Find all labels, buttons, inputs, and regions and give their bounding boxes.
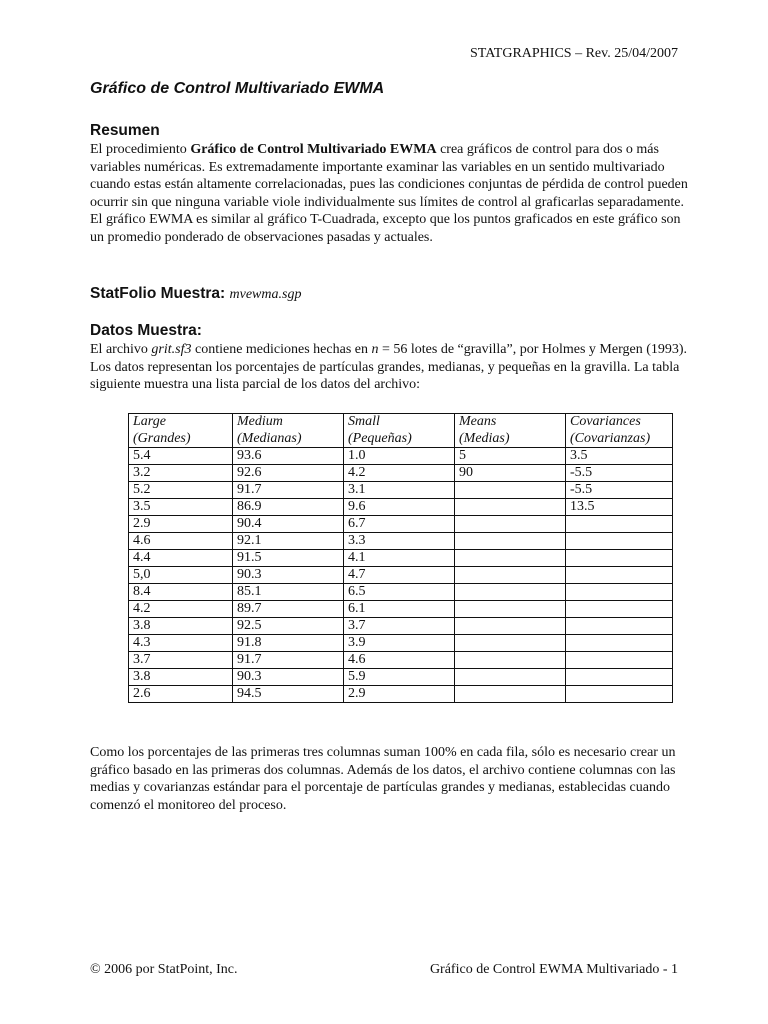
table-cell: 3.7 (129, 652, 233, 669)
table-cell: 90.3 (233, 669, 344, 686)
table-row (129, 499, 673, 516)
table-row (129, 516, 673, 533)
table-cell: 6.1 (344, 601, 455, 618)
table-cell: 86.9 (233, 499, 344, 516)
table-body (129, 448, 673, 703)
table-cell: 5 (455, 448, 566, 465)
datos-text-2: contiene mediciones hechas en (191, 342, 372, 357)
header-large: Large (Grandes) (129, 414, 233, 448)
table-row (129, 601, 673, 618)
footer-page-label: Gráfico de Control EWMA Multivariado - 1 (429, 962, 678, 977)
table-cell (455, 652, 566, 669)
table-cell (566, 516, 673, 533)
table-cell (455, 550, 566, 567)
table-cell: 2.9 (129, 516, 233, 533)
table-cell: 90.4 (233, 516, 344, 533)
table-cell: 91.7 (233, 652, 344, 669)
table-row (129, 465, 673, 482)
table-row (129, 635, 673, 652)
statfolio-file: mvewma.sgp (229, 287, 302, 302)
table-cell: 92.6 (233, 465, 344, 482)
table-cell: 5.4 (129, 448, 233, 465)
table-cell (455, 584, 566, 601)
resumen-text-pre: El procedimiento (90, 142, 191, 157)
table-cell: 4.3 (129, 635, 233, 652)
table-cell (566, 567, 673, 584)
datos-paragraph (90, 341, 690, 394)
table-cell: 13.5 (566, 499, 673, 516)
table-row (129, 618, 673, 635)
table-cell: 6.7 (344, 516, 455, 533)
table-cell: 91.7 (233, 482, 344, 499)
table-cell: 4.7 (344, 567, 455, 584)
datos-text-1: El archivo (90, 342, 152, 357)
table-cell (455, 516, 566, 533)
table-cell (566, 635, 673, 652)
table-cell: 90.3 (233, 567, 344, 584)
table-cell (566, 652, 673, 669)
table-cell (455, 567, 566, 584)
table-cell: 3.1 (344, 482, 455, 499)
resumen-text-post: crea gráficos de control para dos o más variables numéricas. Es extremadamente importante examinar las variables en un sentido multivariado cuando estas están altamente correlacionadas, pues las condiciones conjuntas de pérdida de control pueden ocurrir sin que ninguna variable viole individualmente sus límites de control al graficarlas separadamente. El gráfico EWMA es similar al gráfico T-Cuadrada, excepto que los puntos graficados en este gráfico son un promedio ponderado de observaciones pasadas y actuales. (90, 142, 688, 245)
table-row (129, 669, 673, 686)
table-cell (455, 601, 566, 618)
running-header: STATGRAPHICS – Rev. 25/04/2007 (470, 46, 678, 61)
table-cell: 94.5 (233, 686, 344, 703)
footer-copyright: © 2006 por StatPoint, Inc. (90, 962, 238, 977)
table-cell: 5.9 (344, 669, 455, 686)
header-covariances: Covariances (Covarianzas) (566, 414, 673, 448)
table-cell: 91.5 (233, 550, 344, 567)
table-cell: 89.7 (233, 601, 344, 618)
table-cell (566, 584, 673, 601)
table-cell: 4.1 (344, 550, 455, 567)
statfolio-label: StatFolio Muestra: (90, 285, 226, 302)
table-row (129, 533, 673, 550)
table-cell: 3.5 (566, 448, 673, 465)
resumen-paragraph (90, 141, 690, 247)
table-cell: 3.9 (344, 635, 455, 652)
table-cell (455, 482, 566, 499)
resumen-heading: Resumen (90, 122, 160, 139)
header-means: Means (Medias) (455, 414, 566, 448)
table-cell: 3.2 (129, 465, 233, 482)
table-cell (566, 686, 673, 703)
table-cell: 4.2 (129, 601, 233, 618)
table-cell (455, 686, 566, 703)
table-cell: 9.6 (344, 499, 455, 516)
table-cell: 90 (455, 465, 566, 482)
table-cell: 2.9 (344, 686, 455, 703)
data-table (128, 413, 673, 703)
datos-text-3: = 56 lotes de “gravilla”, por Holmes y Mergen (1993). Los datos representan los porcentajes de partículas grandes, medianas, y pequeñas en la gravilla. La tabla siguiente muestra una lista parcial de los datos del archivo: (90, 342, 688, 393)
table-cell: 5.2 (129, 482, 233, 499)
datos-n: n (371, 342, 379, 357)
header-medium: Medium (Medianas) (233, 414, 344, 448)
closing-paragraph: Como los porcentajes de las primeras tres columnas suman 100% en cada fila, sólo es necesario crear un gráfico basado en las primeras dos columnas. Además de los datos, el archivo contiene columnas con las medias y covarianzas estándar para el porcentaje de partículas grandes y medianas, establecidas cuando comenzó el monitoreo del proceso. (90, 745, 676, 813)
table-cell (455, 669, 566, 686)
table-row (129, 482, 673, 499)
table-row (129, 567, 673, 584)
table-cell: 93.6 (233, 448, 344, 465)
statfolio-heading (90, 285, 301, 303)
table-cell: 8.4 (129, 584, 233, 601)
table-cell: 1.0 (344, 448, 455, 465)
resumen-procedure-name: Gráfico de Control Multivariado EWMA (190, 142, 437, 157)
table-cell: 4.6 (344, 652, 455, 669)
table-cell: -5.5 (566, 465, 673, 482)
table-header-row (129, 414, 673, 448)
table-cell (566, 533, 673, 550)
table-cell (566, 618, 673, 635)
table-cell: -5.5 (566, 482, 673, 499)
table-cell: 85.1 (233, 584, 344, 601)
table-cell: 91.8 (233, 635, 344, 652)
table-cell: 2.6 (129, 686, 233, 703)
document-title: Gráfico de Control Multivariado EWMA (90, 80, 385, 97)
table-cell: 3.5 (129, 499, 233, 516)
table-cell (566, 669, 673, 686)
table-cell: 92.1 (233, 533, 344, 550)
table-cell (455, 618, 566, 635)
table-cell: 3.8 (129, 618, 233, 635)
table-cell: 4.4 (129, 550, 233, 567)
table-row (129, 550, 673, 567)
table-cell (455, 533, 566, 550)
table-cell (455, 499, 566, 516)
table-row (129, 686, 673, 703)
table-cell: 4.2 (344, 465, 455, 482)
table-cell: 3.8 (129, 669, 233, 686)
datos-file: grit.sf3 (151, 342, 192, 357)
table-cell (566, 550, 673, 567)
datos-heading: Datos Muestra: (90, 322, 202, 339)
table-row (129, 448, 673, 465)
table-cell: 92.5 (233, 618, 344, 635)
table-cell (566, 601, 673, 618)
table-cell: 5,0 (129, 567, 233, 584)
table-cell: 4.6 (129, 533, 233, 550)
table-cell (455, 635, 566, 652)
table-cell: 3.7 (344, 618, 455, 635)
table-row (129, 652, 673, 669)
table-row (129, 584, 673, 601)
table-cell: 3.3 (344, 533, 455, 550)
table-cell: 6.5 (344, 584, 455, 601)
header-small: Small (Pequeñas) (344, 414, 455, 448)
